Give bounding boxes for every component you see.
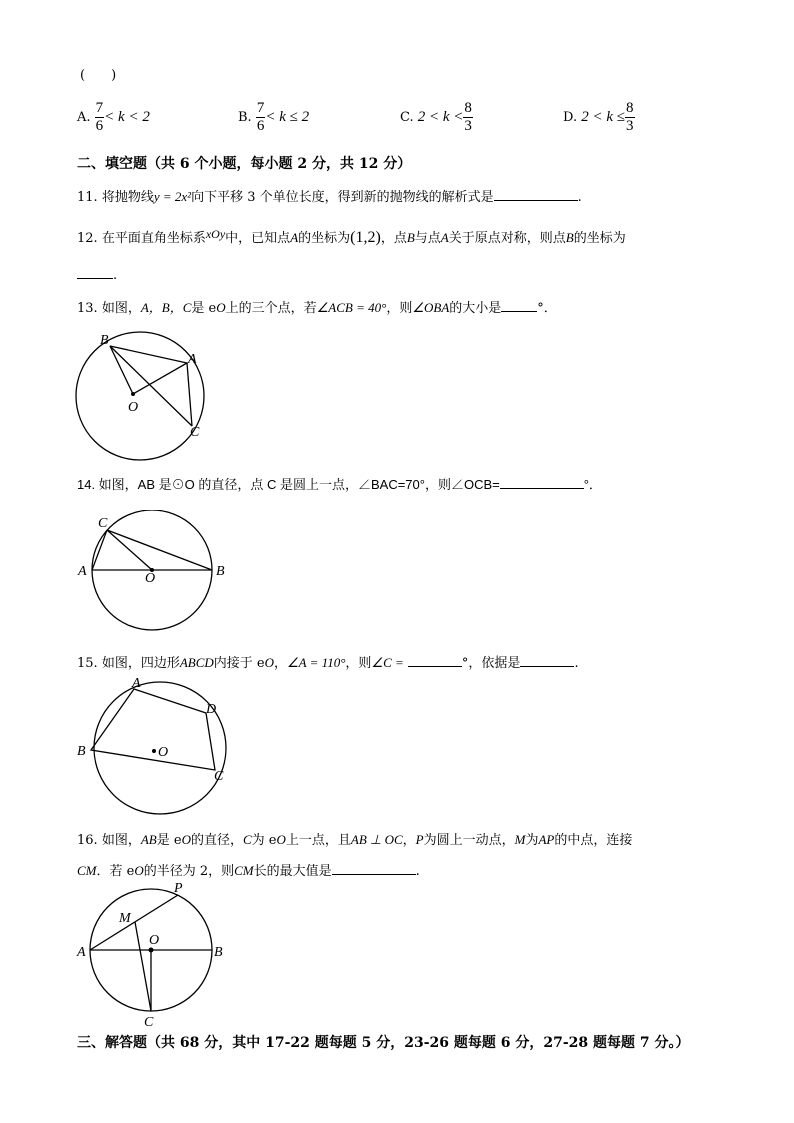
triangle-oba	[110, 346, 187, 394]
text: 为 e	[251, 833, 277, 848]
answer-blank[interactable]	[520, 654, 574, 667]
question-16	[77, 829, 632, 848]
text: ，则	[345, 656, 372, 671]
segment-cb	[107, 530, 212, 570]
text: °，依据是	[461, 656, 521, 671]
formula: ∠ACB = 40°	[316, 300, 387, 315]
symbol: O	[216, 300, 226, 315]
option-a	[77, 100, 150, 135]
circle	[76, 332, 204, 460]
formula: AB ⊥ OC	[350, 832, 403, 847]
text: 如图，	[101, 833, 141, 848]
question-number: 16.	[77, 833, 98, 848]
text: 中，已知点	[225, 231, 291, 246]
segment-ac	[92, 530, 107, 570]
segment-ac	[187, 363, 192, 426]
symbol: P	[415, 832, 424, 847]
question-12	[77, 227, 626, 247]
figure-16	[74, 880, 234, 1030]
numerator: 8	[464, 100, 472, 116]
formula: ∠C =	[371, 655, 404, 670]
section-heading: 三、解答题（共 68 分，其中 17-22 题每题 5 分，23-26 题每题 6 分，27-28 题每题 7 分。）	[77, 1035, 690, 1051]
center-point	[152, 749, 156, 753]
question-number: 11.	[77, 190, 98, 205]
text: ．若 e	[96, 864, 135, 879]
symbol: B	[565, 230, 574, 245]
text: 的坐标为	[573, 231, 626, 246]
text: ，点	[380, 231, 407, 246]
text: 在平面直角坐标系	[101, 231, 206, 246]
answer-blank[interactable]	[501, 299, 537, 312]
text: 的大小是	[449, 301, 502, 316]
text: .	[113, 268, 118, 283]
section-heading: 二、填空题（共 6 个小题，每小题 2 分，共 12 分）	[77, 156, 412, 172]
option-letter: A.	[77, 110, 91, 125]
label-o: O	[145, 571, 156, 586]
fraction	[625, 100, 635, 135]
figure-13	[70, 326, 220, 466]
symbol: O	[276, 832, 286, 847]
label-o: O	[128, 400, 139, 415]
option-b	[238, 100, 309, 135]
numerator: 7	[256, 100, 265, 116]
label-a: A	[132, 676, 141, 691]
question-13	[77, 297, 557, 316]
text: ，	[402, 833, 416, 848]
text: 是 e	[191, 301, 217, 316]
fraction	[95, 100, 105, 135]
segment-bc	[110, 346, 192, 426]
text: 将抛物线	[101, 190, 154, 205]
symbol: AB	[140, 832, 157, 847]
question-number: 13.	[77, 301, 98, 316]
symbol: B	[406, 230, 415, 245]
text: .	[577, 190, 582, 205]
text: 的坐标为	[298, 231, 351, 246]
label-p: P	[174, 881, 183, 896]
denominator: 3	[464, 118, 472, 134]
text: °．	[583, 477, 602, 492]
symbol: C	[242, 832, 252, 847]
label-a: A	[188, 352, 197, 367]
text: 上一点，且	[285, 833, 351, 848]
center-point	[149, 948, 154, 953]
symbol: CM	[77, 863, 97, 878]
label-d: D	[206, 702, 217, 717]
question-14	[77, 474, 602, 493]
inequality: 2 < k ≤	[581, 109, 625, 125]
symbol: CM	[234, 863, 254, 878]
text: 如图，四边形	[101, 656, 180, 671]
text: 长的最大值是	[253, 864, 332, 879]
option-c	[400, 100, 473, 135]
option-letter: C.	[400, 110, 414, 125]
symbol: O	[264, 655, 275, 670]
text: 是 e	[156, 833, 182, 848]
label-a: A	[77, 945, 86, 960]
answer-blank[interactable]	[77, 266, 113, 279]
question-12-answer	[77, 266, 117, 283]
text: °．	[537, 301, 557, 316]
coordinate: (1,2)	[350, 229, 381, 246]
denominator: 6	[95, 118, 104, 134]
text: 为	[525, 833, 539, 848]
text: 内接于 e	[213, 656, 265, 671]
symbol: ABCD	[179, 655, 214, 670]
formula: ∠OBA	[412, 300, 450, 315]
text: ，	[274, 656, 288, 671]
question-number: 12.	[77, 231, 98, 246]
text: 上的三个点，若	[225, 301, 317, 316]
text: 如图，	[101, 301, 141, 316]
question-16-line2	[77, 860, 420, 879]
quadrilateral-abcd	[91, 689, 215, 770]
denominator: 3	[626, 118, 634, 134]
text: 向下平移 3 个单位长度，得到新的抛物线的解析式是	[191, 190, 494, 205]
label-m: M	[119, 911, 131, 926]
text: 14. 如图，AB 是⊙O 的直径，点 C 是圆上一点，∠BAC=70°，则∠OCB=	[77, 477, 500, 492]
denominator: 6	[256, 118, 265, 134]
numerator: 8	[626, 100, 634, 116]
text: .	[415, 864, 420, 879]
text: .	[574, 656, 579, 671]
text: 的中点，连接	[554, 833, 633, 848]
question-number: 15.	[77, 656, 98, 671]
label-a: A	[78, 564, 87, 579]
inequality: < k ≤ 2	[265, 109, 310, 125]
label-o: O	[158, 745, 169, 760]
fraction	[256, 100, 266, 135]
text: 为圆上一动点，	[423, 833, 515, 848]
segment-co	[107, 530, 152, 570]
symbol: O	[134, 863, 144, 878]
answer-blank[interactable]	[500, 476, 584, 489]
question-15	[77, 652, 579, 671]
symbol: A	[440, 230, 449, 245]
symbol: M	[514, 832, 526, 847]
figure-14	[74, 510, 234, 634]
question-11	[77, 186, 582, 205]
option-d	[563, 100, 635, 135]
option-letter: D.	[563, 110, 578, 125]
segment-ap	[90, 895, 178, 950]
symbol: AP	[538, 832, 555, 847]
numerator: 7	[95, 100, 104, 116]
label-c: C	[98, 516, 108, 531]
text: 的直径，	[190, 833, 243, 848]
text: 的半径为 2，则	[143, 864, 235, 879]
fraction	[463, 100, 473, 135]
label-o: O	[149, 933, 160, 948]
answer-paren: ( )	[80, 68, 117, 83]
answer-blank[interactable]	[332, 862, 416, 875]
figure-15	[74, 676, 234, 816]
label-c: C	[214, 769, 224, 784]
label-c: C	[190, 425, 200, 440]
option-letter: B.	[238, 110, 252, 125]
symbol: A	[290, 230, 299, 245]
inequality: 2 < k <	[417, 109, 464, 125]
label-b: B	[100, 333, 109, 348]
answer-blank[interactable]	[494, 188, 578, 201]
label-b: B	[77, 744, 86, 759]
formula: y = 2x²	[153, 189, 192, 204]
symbol: O	[181, 832, 191, 847]
text: 与点	[414, 231, 441, 246]
label-b: B	[214, 945, 223, 960]
center-point	[131, 392, 135, 396]
text: ，则	[386, 301, 413, 316]
symbol: xOy	[205, 227, 226, 241]
formula: ∠A = 110°	[287, 655, 346, 670]
label-c: C	[144, 1015, 154, 1030]
text: 关于原点对称，则点	[448, 231, 566, 246]
inequality: < k < 2	[104, 109, 150, 125]
answer-blank[interactable]	[408, 654, 462, 667]
label-b: B	[216, 564, 225, 579]
symbol: A，B，C	[140, 300, 192, 315]
